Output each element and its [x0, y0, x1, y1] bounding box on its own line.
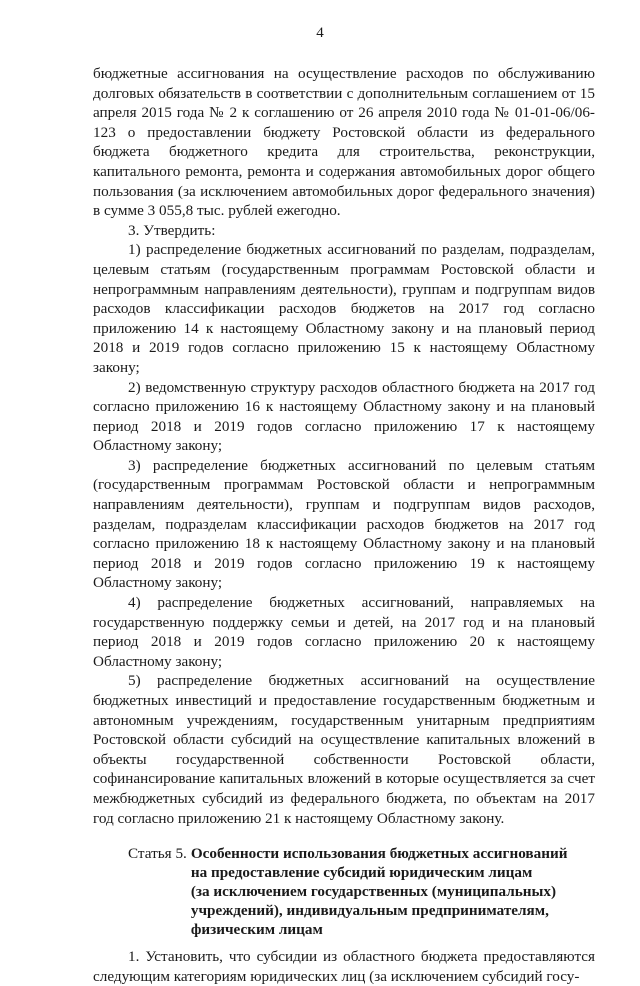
article-5-title-line: (за исключением государственных (муниципальных) [190, 883, 557, 901]
article-5-title-line: на предоставление субсидий юридическим лицам [190, 864, 533, 882]
article-5-title-line: физическим лицам [190, 921, 323, 939]
article-5-title-line: учреждений), индивидуальным предпринимателям, [190, 902, 549, 920]
item-3-subitem-3: 3) распределение бюджетных ассигнований по целевым статьям (государственным программам Ростовской области и непрограммным направлениям деятельности), группам и подгруппам видов расходов, разделам, подразделам классификации расходов бюджетов на 2017 год согласно приложению 18 к настоящему Областному закону и на плановый период 2018 и 2019 годов согласно приложению 19 к настоящему Областному закону; [93, 456, 595, 592]
article-5-item-1: 1. Установить, что субсидии из областного бюджета предоставляются следующим категориям юридических лиц (за исключением субсидий госу- [93, 948, 595, 985]
item-3-subitem-5: 5) распределение бюджетных ассигнований на осуществление бюджетных инвестиций и предоставление государственным бюджетным и автономным учреждениям, государственным унитарным предприятиям Ростовской области субсидий на осуществление капитальных вложений в объекты государственной собственности Ростовской области, софинансирование капитальных вложений в которые осуществляется за счет межбюджетных субсидий из федерального бюджета, по объектам на 2017 год согласно приложению 21 к настоящему Областному закону. [93, 672, 595, 827]
item-3-subitem-1: 1) распределение бюджетных ассигнований по разделам, подразделам, целевым статьям (государственным программам Ростовской области и непрограммным направлениям деятельности), группам и подгруппам видов расходов классификации расходов бюджетов на 2017 год согласно приложению 14 к настоящему Областному закону и на плановый период 2018 и 2019 годов согласно приложению 15 к настоящему Областному закону; [93, 241, 595, 376]
item-3-subitem-2: 2) ведомственную структуру расходов областного бюджета на 2017 год согласно приложению 16 к настоящему Областному закону и на плановый период 2018 и 2019 годов согласно приложению 17 к настоящему Областному закону; [93, 378, 595, 455]
article-5-heading [93, 844, 595, 939]
article-5-title [191, 844, 568, 939]
article-5-label: Статья 5. [128, 845, 187, 863]
item-3-subitem-4: 4) распределение бюджетных ассигнований, направляемых на государственную поддержку семьи и детей, на 2017 год и на плановый период 2018 и 2019 годов согласно приложению 20 к настоящему Областному закону; [93, 594, 595, 670]
intro-paragraph: бюджетные ассигнования на осуществление расходов по обслуживанию долговых обязательств в соответствии с дополнительным соглашением от 15 апреля 2015 года № 2 к соглашению от 26 апреля 2010 года № 01-01-06/06-123 о предоставлении бюджету Ростовской области из федерального бюджета бюджетного кредита для строительства, реконструкции, капитального ремонта, ремонта и содержания автомобильных дорог общего пользования (за исключением автомобильных дорог федерального значения) в сумме 3 055,8 тыс. рублей ежегодно. [93, 65, 595, 220]
item-3-heading: 3. Утвердить: [128, 221, 216, 239]
document-body [93, 64, 595, 986]
article-5-title-line: Особенности использования бюджетных ассигнований [190, 845, 568, 863]
page-number: 4 [316, 25, 324, 41]
